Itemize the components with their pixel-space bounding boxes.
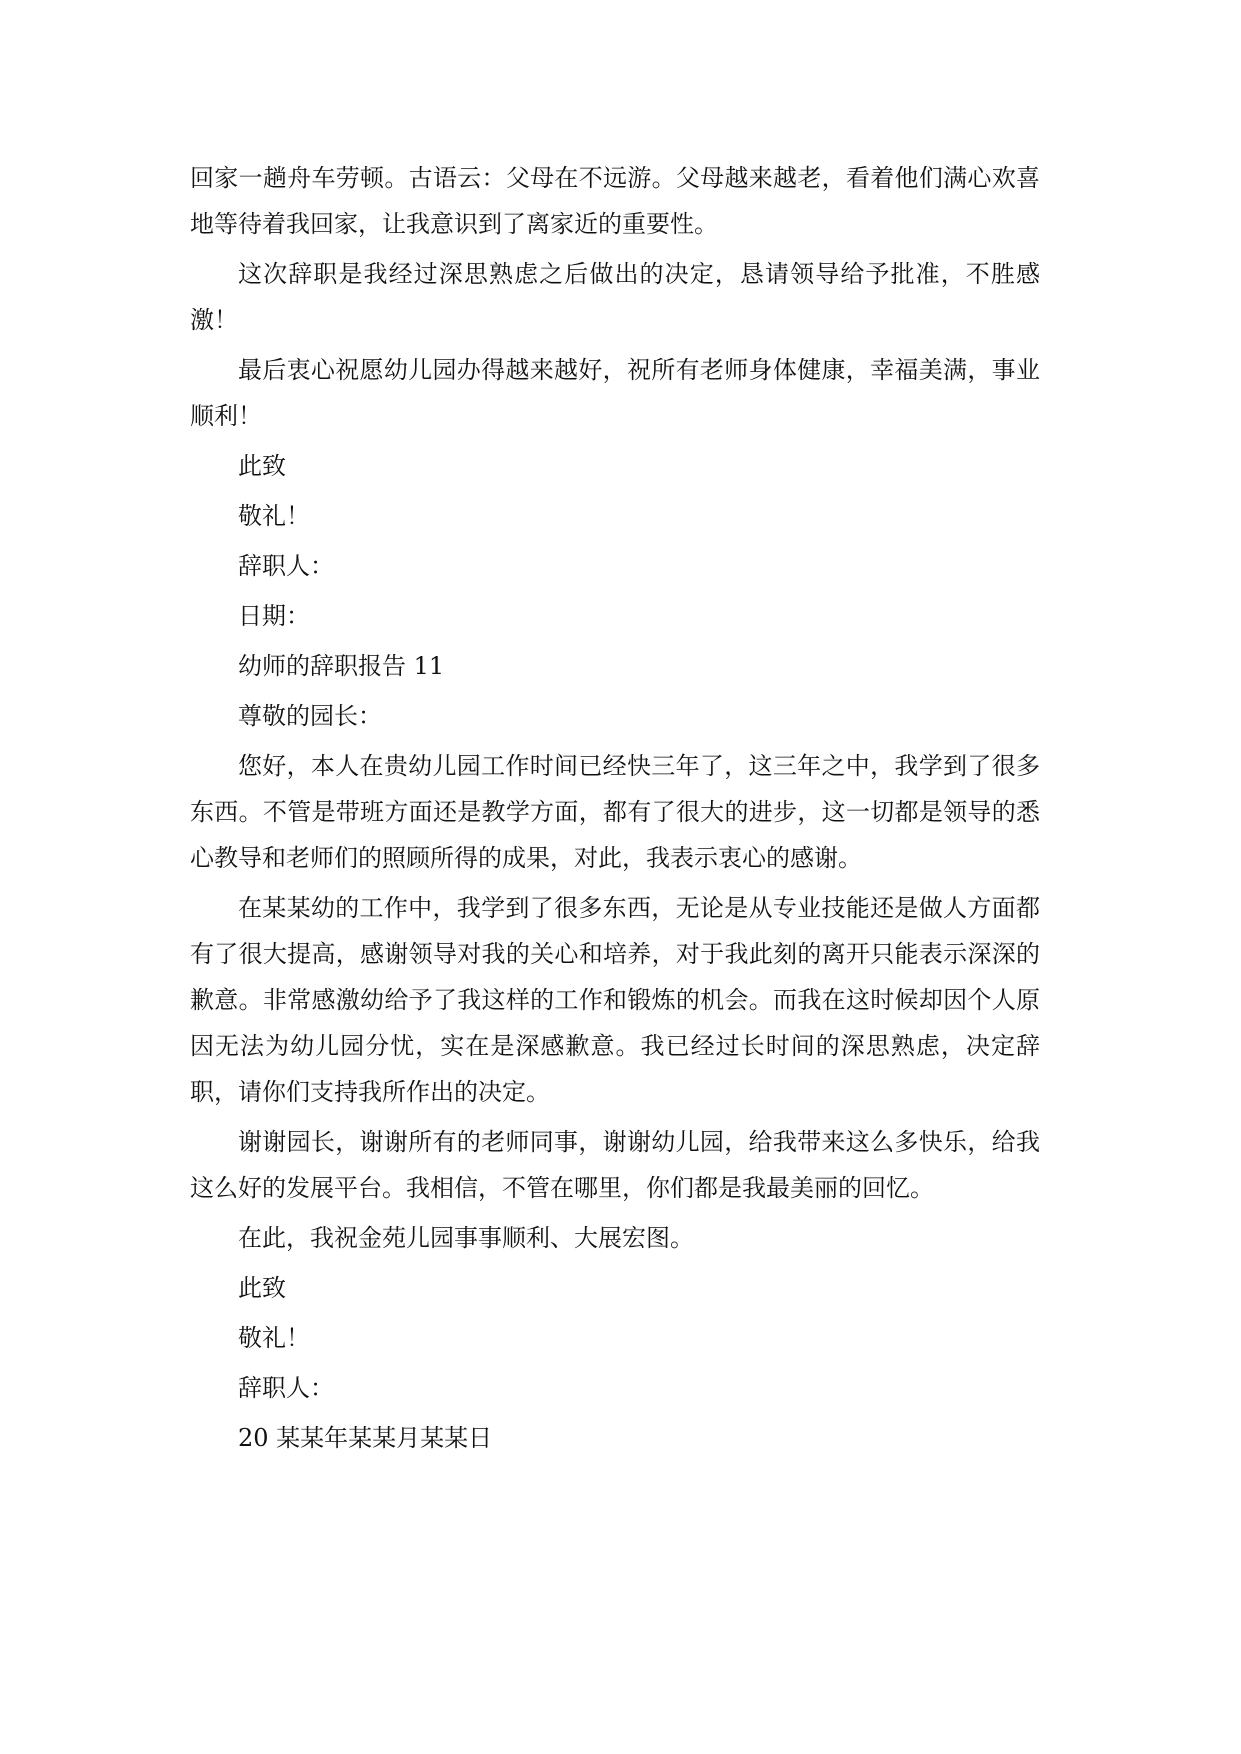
- date-line: 日期：: [238, 602, 310, 630]
- closing-regards: 敬礼！: [238, 502, 310, 530]
- greeting: 尊敬的园长：: [238, 702, 382, 730]
- paragraph-thanks: 谢谢园长，谢谢所有的老师同事，谢谢幼儿园，给我带来这么多快乐，给我这么好的发展平台。我相信，不管在哪里，你们都是我最美丽的回忆。: [190, 1128, 1040, 1202]
- paragraph-continued: 回家一趟舟车劳顿。古语云：父母在不远游。父母越来越老，看着他们满心欢喜地等待着我回家，让我意识到了离家近的重要性。: [190, 164, 1040, 238]
- date-line: 20 某某年某某月某某日: [238, 1424, 493, 1452]
- paragraph-wishes: 最后衷心祝愿幼儿园办得越来越好，祝所有老师身体健康，幸福美满，事业顺利！: [190, 356, 1040, 430]
- closing-regards: 敬礼！: [238, 1324, 310, 1352]
- paragraph-intro: 您好，本人在贵幼儿园工作时间已经快三年了，这三年之中，我学到了很多东西。不管是带班方面还是教学方面，都有了很大的进步，这一切都是领导的悉心教导和老师们的照顾所得的成果，对此，我表示衷心的感谢。: [190, 752, 1040, 872]
- closing-salutation: 此致: [238, 1274, 286, 1302]
- closing-salutation: 此致: [238, 452, 286, 480]
- signature-line: 辞职人：: [238, 552, 334, 580]
- document-body: [190, 155, 1040, 1461]
- paragraph-blessing: 在此，我祝金苑儿园事事顺利、大展宏图。: [238, 1224, 694, 1252]
- paragraph-decision: 这次辞职是我经过深思熟虑之后做出的决定，恳请领导给予批准，不胜感激！: [190, 260, 1040, 334]
- signature-line: 辞职人：: [238, 1374, 334, 1402]
- paragraph-gratitude: 在某某幼的工作中，我学到了很多东西，无论是从专业技能还是做人方面都有了很大提高，感谢领导对我的关心和培养，对于我此刻的离开只能表示深深的歉意。非常感激幼给予了我这样的工作和锻炼的机会。而我在这时候却因个人原因无法为幼儿园分忧，实在是深感歉意。我已经过长时间的深思熟虑，决定辞职，请你们支持我所作出的决定。: [190, 894, 1040, 1106]
- section-title: 幼师的辞职报告 11: [238, 652, 445, 680]
